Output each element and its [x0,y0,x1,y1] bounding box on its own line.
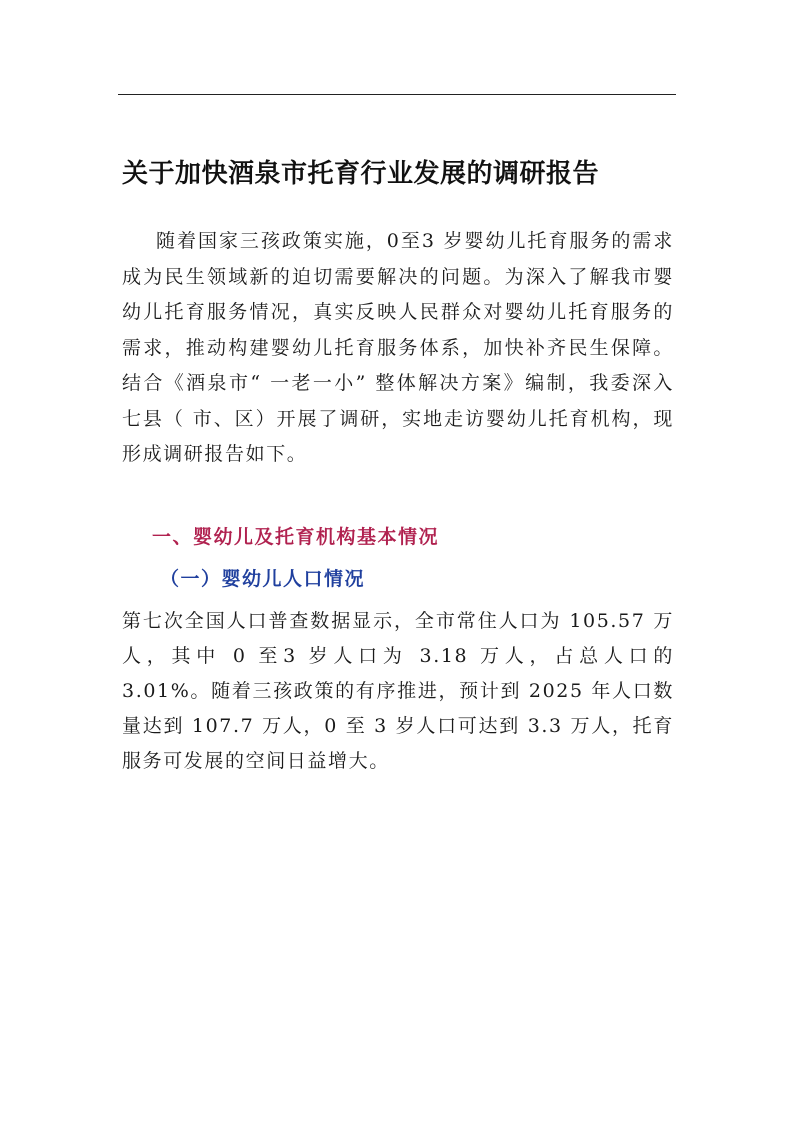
intro-paragraph: 随着国家三孩政策实施，0至3 岁婴幼儿托育服务的需求成为民生领域新的迫切需要解决的问题。为深入了解我市婴幼儿托育服务情况，真实反映人民群众对婴幼儿托育服务的需求，推动构建婴幼儿托育服务体系，加快补齐民生保障。结合《酒泉市“ 一老一小” 整体解决方案》编制，我委深入七县（ 市、区）开展了调研，实地走访婴幼儿托育机构，现形成调研报告如下。 [122,230,674,465]
header-rule [118,94,676,95]
subsection-heading: （一）婴幼儿人口情况 [160,568,366,590]
population-paragraph: 第七次全国人口普查数据显示，全市常住人口为 105.57 万人，其中 0 至3 岁人口为 3.18 万人，占总人口的 3.01%。随着三孩政策的有序推进，预计到 2025 年人口数量达到 107.7 万人，0 至 3 岁人口可达到 3.3 万人，托育服务可发展的空间日益增大。 [122,610,674,772]
report-title: 关于加快酒泉市托育行业发展的调研报告 [122,159,600,189]
section-heading: 一、婴幼儿及托育机构基本情况 [152,526,440,548]
